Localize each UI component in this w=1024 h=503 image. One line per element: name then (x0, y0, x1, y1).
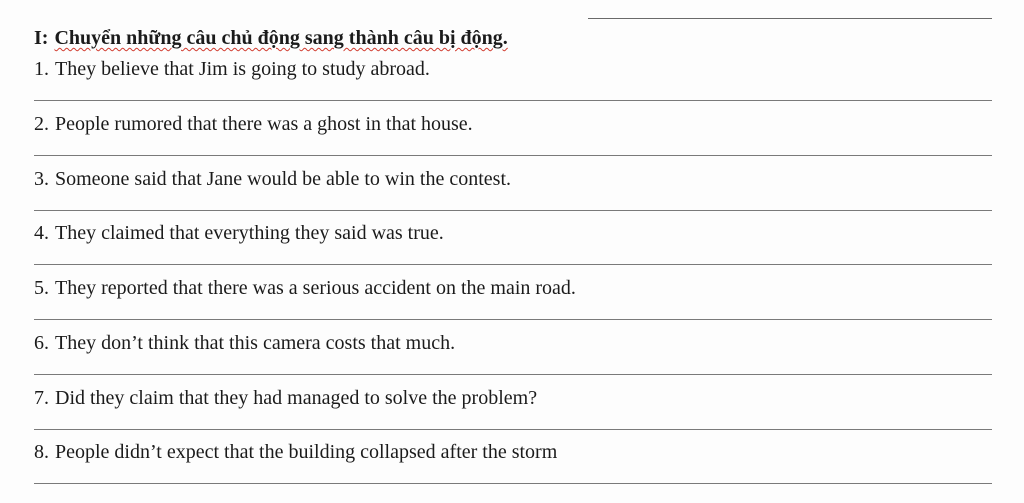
exercise-sentence (34, 56, 430, 82)
exercise-item-4 (34, 220, 994, 260)
exercise-sentence (34, 275, 576, 301)
exercise-sentence (34, 330, 455, 356)
exercise-text: They don’t think that this camera costs that much. (55, 332, 456, 354)
exercise-text: They believe that Jim is going to study abroad. (55, 58, 430, 80)
exercise-item-8 (34, 439, 994, 479)
exercise-number: 2. (34, 113, 49, 135)
exercise-text: Someone said that Jane would be able to win the contest. (55, 168, 512, 190)
heading-prefix: I: (34, 27, 49, 49)
exercise-sentence (34, 439, 557, 465)
exercise-number: 3. (34, 168, 49, 190)
exercise-sentence (34, 220, 444, 246)
exercise-sentence (34, 111, 473, 137)
exercise-number: 5. (34, 277, 49, 299)
answer-line[interactable] (34, 374, 992, 375)
exercise-item-5 (34, 275, 994, 315)
answer-line[interactable] (34, 483, 992, 484)
answer-line[interactable] (34, 155, 992, 156)
answer-line[interactable] (34, 429, 992, 430)
exercise-item-1 (34, 56, 994, 96)
answer-line[interactable] (34, 100, 992, 101)
top-rule (588, 18, 992, 19)
exercise-heading (34, 24, 508, 52)
exercise-text: They claimed that everything they said was true. (55, 222, 444, 244)
exercise-item-2 (34, 111, 994, 151)
answer-line[interactable] (34, 210, 992, 211)
exercise-number: 4. (34, 222, 49, 244)
exercise-sentence (34, 166, 511, 192)
heading-title: Chuyển những câu chủ động sang thành câu bị động. (54, 27, 508, 49)
answer-line[interactable] (34, 264, 992, 265)
exercise-number: 6. (34, 332, 49, 354)
exercise-item-3 (34, 166, 994, 206)
exercise-number: 7. (34, 387, 49, 409)
exercise-text: People didn’t expect that the building collapsed after the storm (55, 441, 558, 463)
exercise-item-7 (34, 385, 994, 425)
exercise-text: They reported that there was a serious accident on the main road. (55, 277, 576, 299)
answer-line[interactable] (34, 319, 992, 320)
exercise-text: People rumored that there was a ghost in that house. (55, 113, 473, 135)
exercise-sentence (34, 385, 537, 411)
exercise-number: 8. (34, 441, 49, 463)
exercise-item-6 (34, 330, 994, 370)
exercise-number: 1. (34, 58, 49, 80)
exercise-text: Did they claim that they had managed to solve the problem? (55, 387, 538, 409)
